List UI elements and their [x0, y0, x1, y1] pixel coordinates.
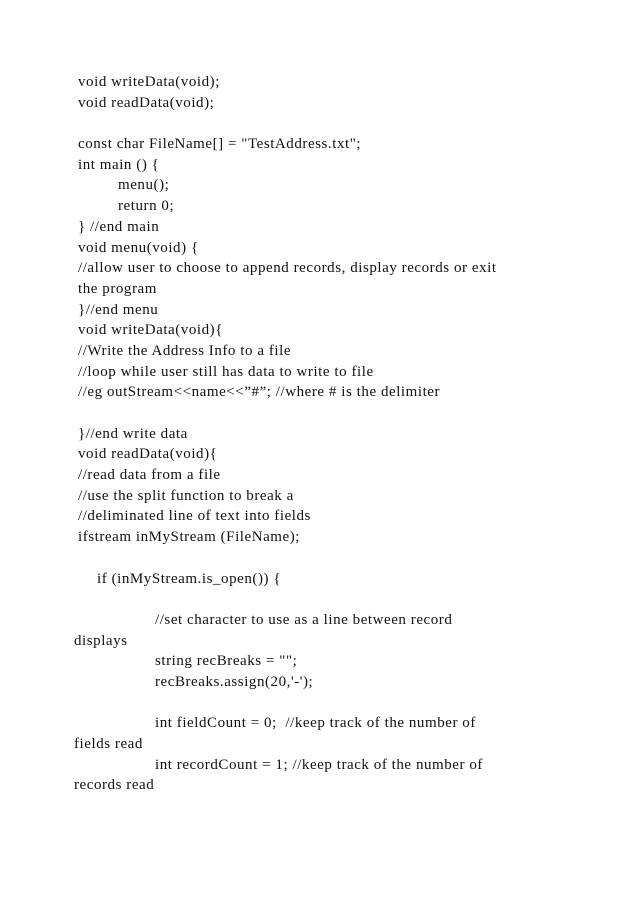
code-line: menu();	[118, 177, 170, 194]
code-comment-line: //eg outStream<<name<<”#”; //where # is the delimiter	[78, 384, 441, 401]
code-comment-line: //use the split function to break a	[78, 487, 294, 504]
code-comment-line: records read	[74, 777, 155, 794]
code-line: int fieldCount = 0; //keep track of the number of	[155, 715, 476, 732]
code-line: void writeData(void){	[78, 322, 223, 339]
code-line: const char FileName[] = "TestAddress.txt";	[78, 136, 362, 153]
code-listing	[74, 72, 618, 796]
code-line: void writeData(void);	[78, 74, 220, 90]
code-line: int main () {	[78, 156, 160, 173]
code-comment-line: //allow user to choose to append records, display records or exit	[78, 260, 497, 277]
code-comment-line: //loop while user still has data to write to file	[78, 363, 374, 380]
code-comment-line: fields read	[74, 736, 143, 752]
code-line: if (inMyStream.is_open()) {	[97, 570, 282, 587]
code-line: }//end write data	[78, 425, 188, 442]
code-comment-line: displays	[74, 632, 128, 649]
code-comment-line: //Write the Address Info to a file	[78, 342, 292, 359]
blank-line	[78, 403, 618, 424]
blank-line	[78, 113, 618, 134]
code-line: int recordCount = 1; //keep track of the number of	[155, 756, 483, 773]
code-line: }//end menu	[78, 301, 159, 318]
code-line: return 0;	[118, 198, 175, 215]
code-comment-line: //set character to use as a line between record	[155, 611, 453, 628]
code-line: void readData(void);	[78, 94, 215, 111]
code-line: recBreaks.assign(20,'-');	[155, 673, 314, 690]
code-line: string recBreaks = "";	[155, 653, 298, 670]
code-comment-line: the program	[78, 280, 157, 297]
blank-line	[78, 548, 618, 569]
code-line: } //end main	[78, 218, 160, 235]
code-comment-line: //deliminated line of text into fields	[78, 508, 311, 525]
code-comment-line: //read data from a file	[78, 467, 221, 484]
code-line: ifstream inMyStream (FileName);	[78, 529, 300, 546]
blank-line	[78, 589, 618, 610]
code-line: void readData(void){	[78, 446, 218, 463]
code-line: void menu(void) {	[78, 239, 199, 256]
blank-line	[78, 693, 618, 714]
